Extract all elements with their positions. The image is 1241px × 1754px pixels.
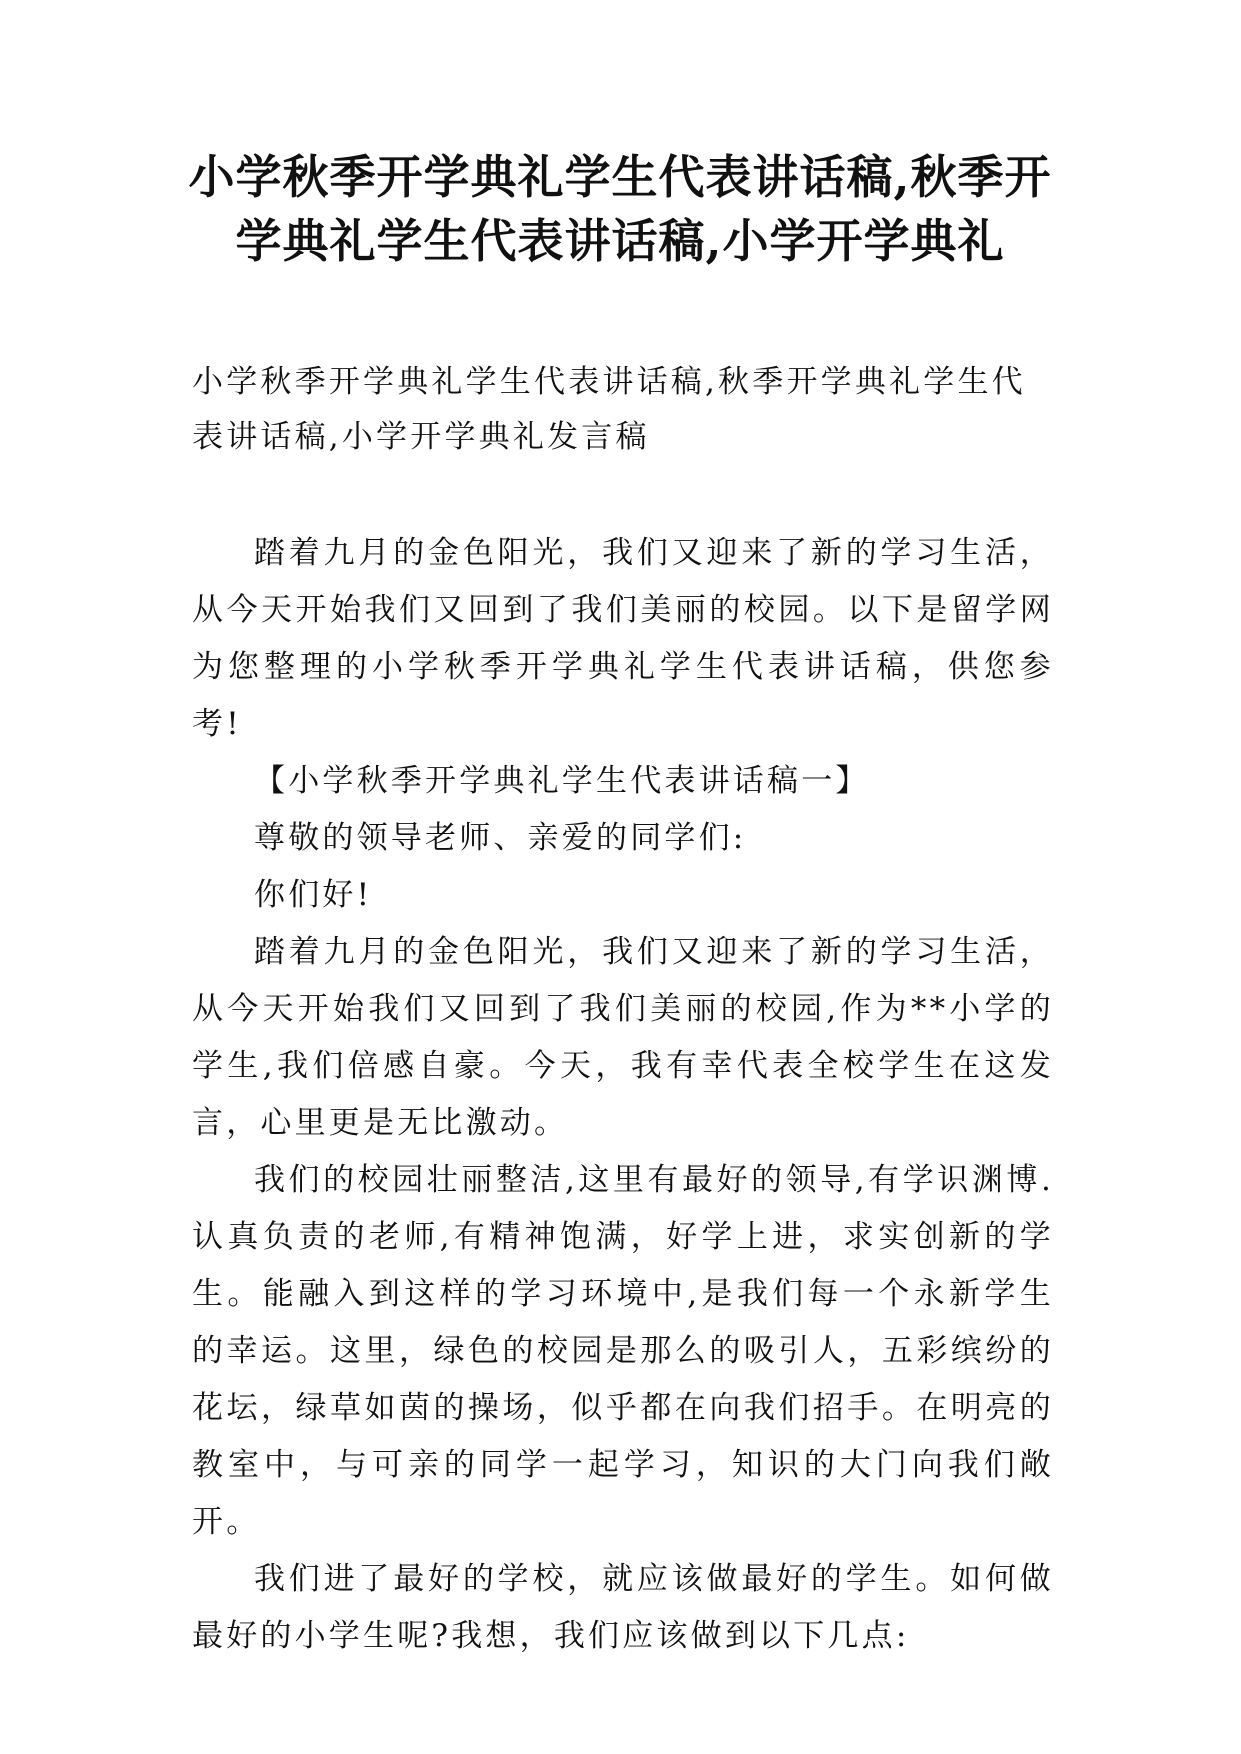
paragraph-best-student: 我们进了最好的学校，就应该做最好的学生。如何做最好的小学生呢?我想，我们应该做到以下几点: [192, 1561, 1054, 1654]
paragraph-opening: 踏着九月的金色阳光，我们又迎来了新的学习生活，从今天开始我们又回到了我们美丽的校园,作为**小学的学生,我们倍感自豪。今天，我有幸代表全校学生在这发言，心里更是无比激动。 [192, 934, 1054, 1141]
paragraph-salutation: 尊敬的领导老师、亲爱的同学们: [254, 820, 747, 856]
paragraph-section-heading: 【小学秋季开学典礼学生代表讲话稿一】 [254, 763, 870, 799]
document-title: 小学秋季开学典礼学生代表讲话稿,秋季开学典礼学生代表讲话稿,小学开学典礼 [188, 150, 1052, 268]
document-subtitle: 小学秋季开学典礼学生代表讲话稿,秋季开学典礼学生代表讲话稿,小学开学典礼发言稿 [192, 364, 1026, 455]
paragraph-campus: 我们的校园壮丽整洁,这里有最好的领导,有学识渊博.认真负责的老师,有精神饱满，好学上进，求实创新的学生。能融入到这样的学习环境中,是我们每一个永新学生的幸运。这里，绿色的校园是那么的吸引人，五彩缤纷的花坛，绿草如茵的操场，似乎都在向我们招手。在明亮的教室中，与可亲的同学一起学习，知识的大门向我们敞开。 [192, 1162, 1054, 1540]
paragraph-intro: 踏着九月的金色阳光，我们又迎来了新的学习生活，从今天开始我们又回到了我们美丽的校园。以下是留学网为您整理的小学秋季开学典礼学生代表讲话稿，供您参考! [192, 535, 1054, 742]
paragraph-greeting: 你们好! [254, 877, 373, 913]
document-body [192, 525, 1054, 1665]
